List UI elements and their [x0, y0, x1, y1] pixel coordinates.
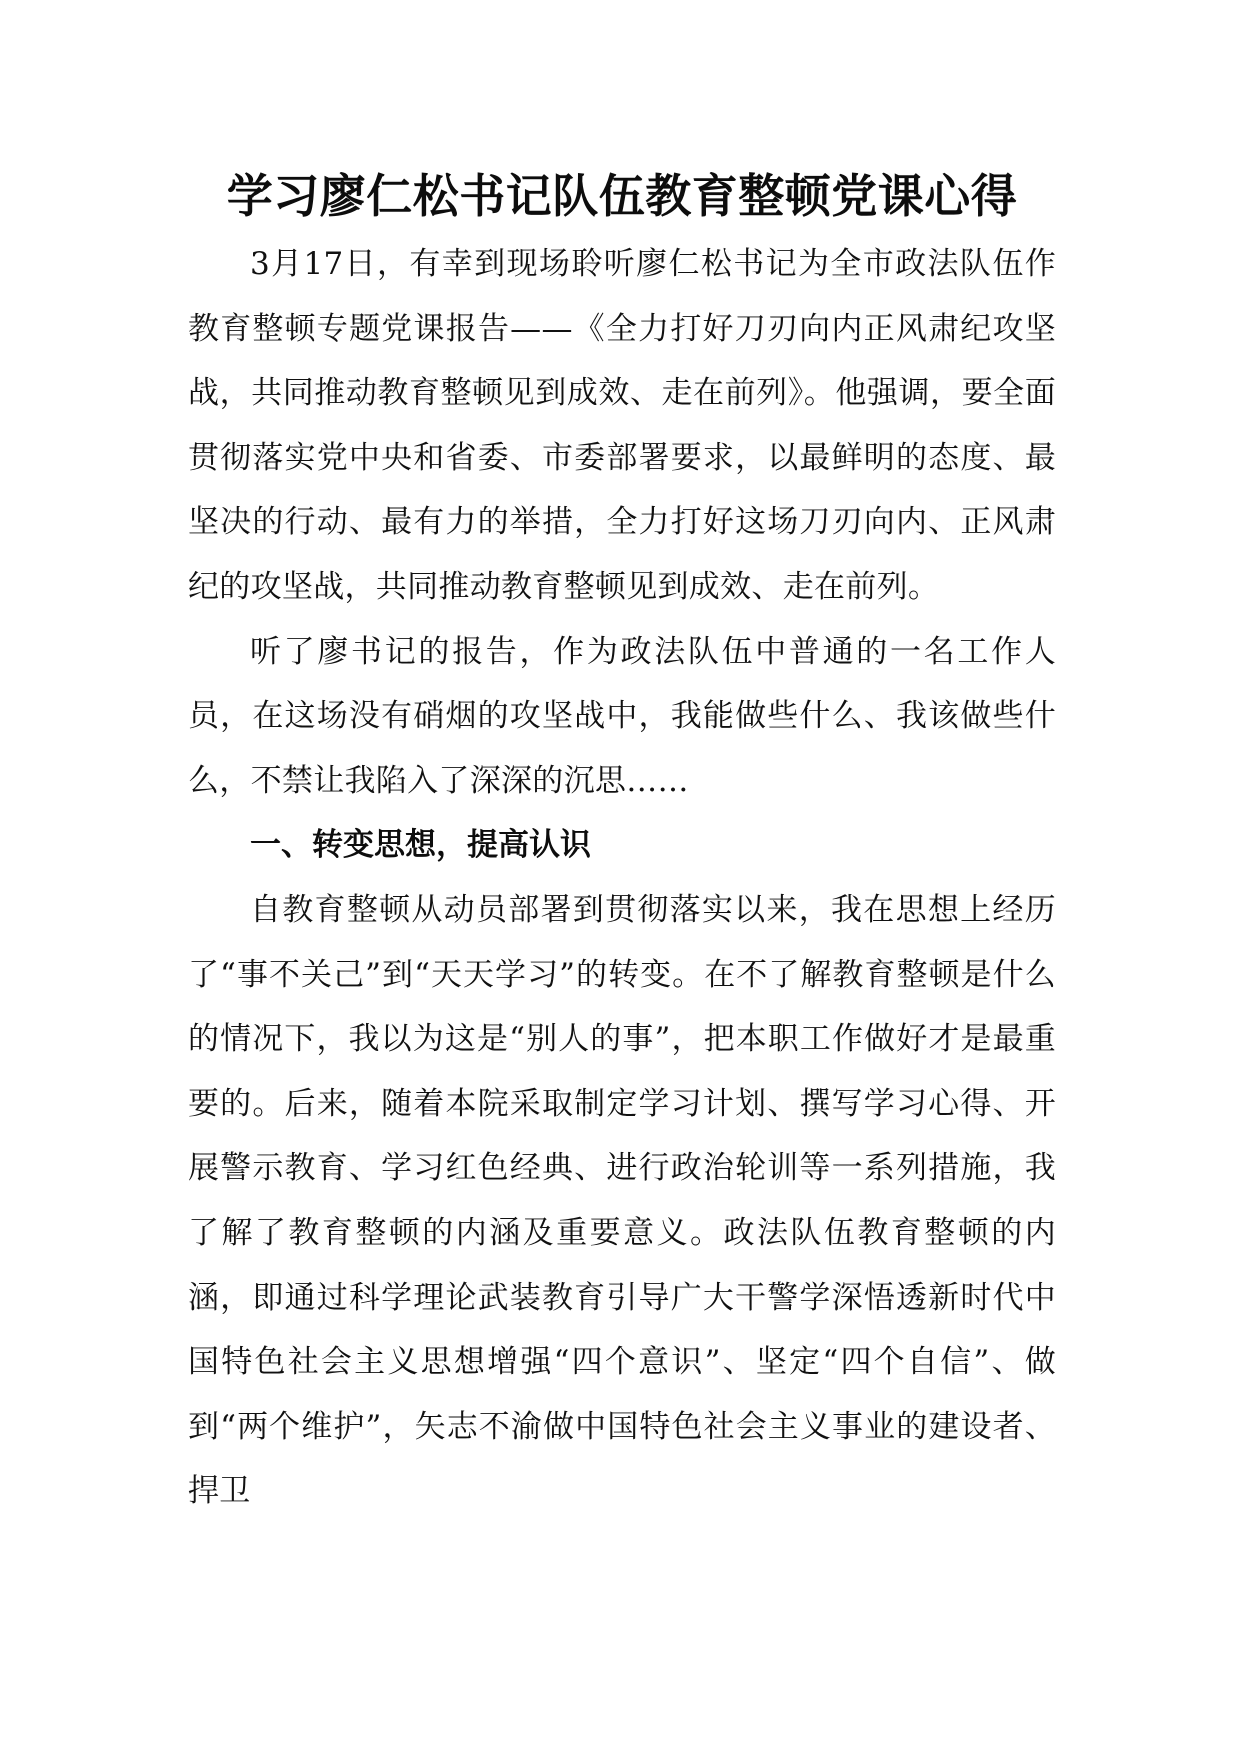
paragraph-reflection: 听了廖书记的报告，作为政法队伍中普通的一名工作人员，在这场没有硝烟的攻坚战中，我能做些什么、我该做些什么，不禁让我陷入了深深的沉思…… [188, 633, 1056, 799]
document-title: 学习廖仁松书记队伍教育整顿党课心得 [226, 169, 1018, 223]
paragraph-intro: 3月17日，有幸到现场聆听廖仁松书记为全市政法队伍作教育整顿专题党课报告——《全力打好刀刃向内正风肃纪攻坚战，共同推动教育整顿见到成效、走在前列》。他强调，要全面贯彻落实党中央和省委、市委部署要求，以最鲜明的态度、最坚决的行动、最有力的举措，全力打好这场刀刃向内、正风肃纪的攻坚战，共同推动教育整顿见到成效、走在前列。 [188, 246, 1056, 605]
document-body [188, 160, 1056, 1524]
section-1-paragraph: 自教育整顿从动员部署到贯彻落实以来，我在思想上经历了“事不关己”到“天天学习”的转变。在不了解教育整顿是什么的情况下，我以为这是“别人的事”，把本职工作做好才是最重要的。后来，随着本院采取制定学习计划、撰写学习心得、开展警示教育、学习红色经典、进行政治轮训等一系列措施，我了解了教育整顿的内涵及重要意义。政法队伍教育整顿的内涵，即通过科学理论武装教育引导广大干警学深悟透新时代中国特色社会主义思想增强“四个意识”、坚定“四个自信”、做到“两个维护”，矢志不渝做中国特色社会主义事业的建设者、捍卫 [188, 891, 1056, 1510]
section-heading-1: 一、转变思想，提高认识 [250, 827, 591, 864]
